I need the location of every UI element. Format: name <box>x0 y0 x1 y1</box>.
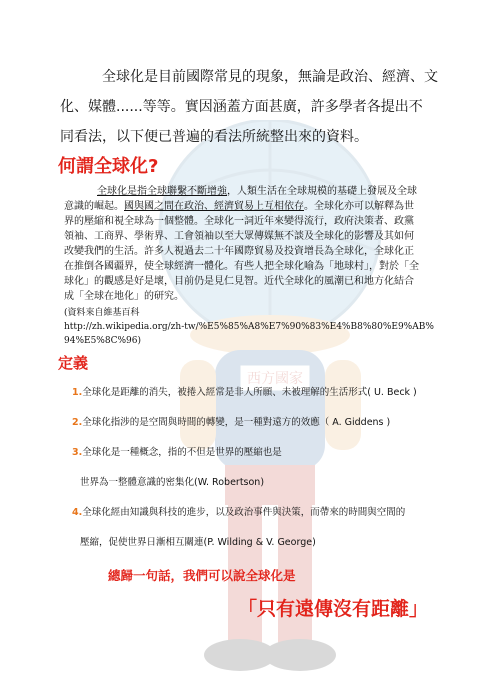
body-text: 界的壓縮和視全球為一個整體。全球化一詞近年來變得流行，政府決策者、政黨 <box>64 216 414 227</box>
body-text: ，人類生活在全球規模的基礎上發展及全球 <box>227 186 417 197</box>
body-text: 在推倒各國疆界，使全球經濟一體化。有些人把全球化喻為「地球村」，對於「全 <box>64 261 419 272</box>
source-citation <box>64 306 434 348</box>
definition-number: 4. <box>72 507 83 518</box>
definition-item <box>80 474 264 488</box>
tagline: 「只有遠傳沒有距離」 <box>238 598 429 620</box>
intro-paragraph <box>60 62 440 152</box>
what-is-globalization-heading: 何謂全球化? <box>58 156 159 177</box>
definition-text: 全球化指涉的是空間與時間的轉變，是一種對遠方的效應（ A. Giddens ) <box>82 417 391 428</box>
definition-heading: 定義 <box>58 354 89 372</box>
body-text: 意識的崛起。 <box>64 201 124 212</box>
definition-text: 壓縮，促使世界日漸相互關連(P. Wilding & V. George) <box>80 537 316 548</box>
intro-line: 全球化是目前國際常見的現象，無論是政治、經濟、文 <box>102 69 438 85</box>
body-text: 領袖、工商界、學術界、工會領袖以至大眾傳媒無不談及全球化的影響及其如何 <box>64 231 414 242</box>
definition-text: 全球化是一種概念，指的不但是世界的壓縮也是 <box>82 447 282 458</box>
definition-item <box>72 504 405 518</box>
body-underlined: 國與國之間在政治、經濟貿易上互相依存 <box>124 201 304 212</box>
watermark-label: 西方國家 <box>247 371 303 387</box>
intro-line: 同看法，以下便已普遍的看法所統整出來的資料。 <box>60 129 368 145</box>
definition-text: 世界為一整體意識的密集化(W. Robertson) <box>80 477 265 488</box>
body-text: 改變我們的生活。許多人視過去二十年國際貿易及投資增長為全球化，全球化正 <box>64 246 414 257</box>
definition-item <box>72 444 282 458</box>
definition-number: 2. <box>72 417 83 428</box>
definition-paragraph <box>64 184 438 304</box>
definition-number: 3. <box>72 447 83 458</box>
body-underlined: 全球化是指全球聯繫不斷增強 <box>97 186 227 197</box>
intro-line: 化、媒體......等等。實因涵蓋方面甚廣，許多學者各提出不 <box>60 99 423 115</box>
definition-text: 全球化經由知識與科技的進步，以及政治事件與決策，而帶來的時間與空間的 <box>82 507 406 518</box>
source-url[interactable]: http://zh.wikipedia.org/zh-tw/%E5%85%A8%E7%90%83%E4%B8%80%E9%AB%94%E5%8C%96) <box>64 322 434 346</box>
body-text: 。全球化亦可以解釋為世 <box>304 201 414 212</box>
definition-number: 1. <box>72 387 83 398</box>
definition-item <box>72 384 417 398</box>
definition-item <box>72 414 390 428</box>
body-text: 成「全球在地化」的研究。 <box>64 291 184 302</box>
definition-text: 全球化是距離的消失，被捲入經常是非人所願、未被理解的生活形式( U. Beck ) <box>82 387 417 398</box>
source-label: (資料來自維基百科 <box>64 308 140 318</box>
body-text: 球化」的觀感是好是壞，目前仍是見仁見智。近代全球化的風潮已和地方化結合 <box>64 276 414 287</box>
summary-line: 總歸一句話，我們可以說全球化是 <box>108 568 296 583</box>
definition-item <box>80 534 316 548</box>
